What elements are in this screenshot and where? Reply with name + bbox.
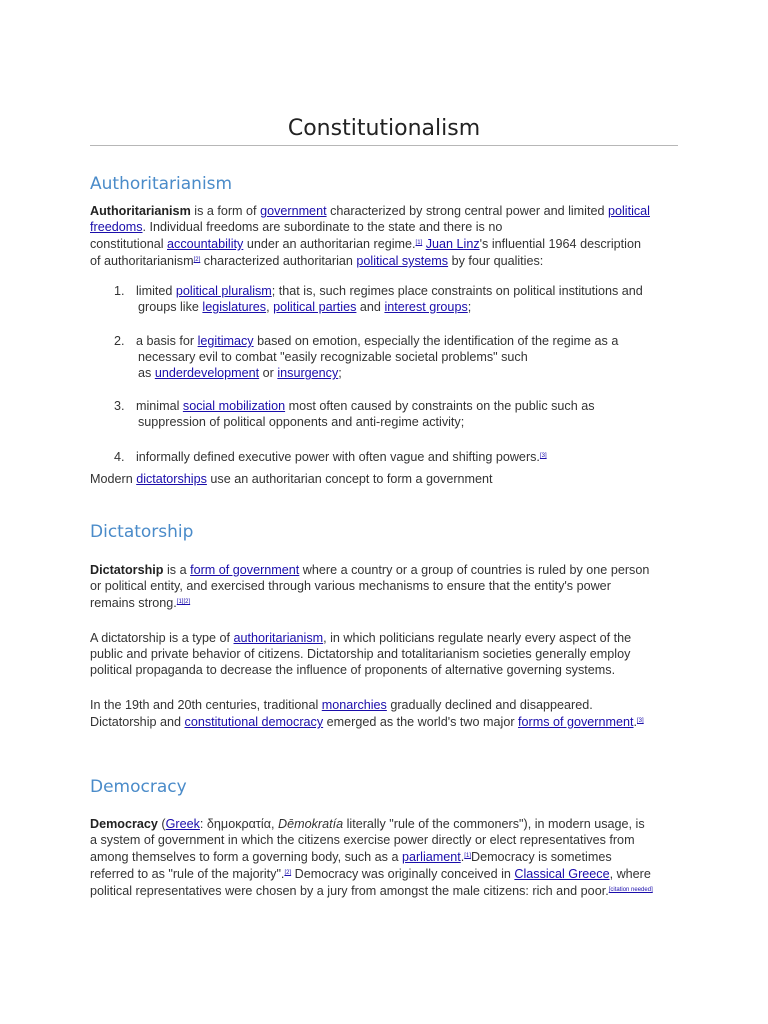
text-line bbox=[90, 865, 690, 882]
heading-authoritarianism: Authoritarianism bbox=[90, 174, 233, 194]
list-number: 3. bbox=[114, 399, 125, 413]
list-number: 2. bbox=[114, 334, 125, 348]
text: limited bbox=[136, 284, 176, 298]
text: political representatives were chosen by a jury from amongst the male citizens: rich and poor. bbox=[90, 884, 609, 898]
text-line: political propaganda to decrease the influence of proponents of alternative governing systems. bbox=[90, 663, 616, 677]
text: by four qualities: bbox=[448, 254, 544, 268]
link-constitutional-democracy[interactable]: constitutional democracy bbox=[184, 715, 324, 729]
dictatorship-paragraph-3 bbox=[90, 697, 690, 730]
link-legitimacy[interactable]: legitimacy bbox=[197, 334, 254, 348]
authoritarianism-paragraph-2 bbox=[90, 471, 690, 487]
text: Democracy was originally conceived in bbox=[291, 867, 515, 881]
link-monarchies[interactable]: monarchies bbox=[321, 698, 387, 712]
bold-term: Dictatorship bbox=[90, 563, 164, 577]
text: Dictatorship and bbox=[90, 715, 185, 729]
link-interest-groups[interactable]: interest groups bbox=[384, 300, 468, 314]
link-underdevelopment[interactable]: underdevelopment bbox=[154, 366, 260, 380]
dictatorship-paragraph-2 bbox=[90, 630, 690, 678]
list-number: 1. bbox=[114, 284, 125, 298]
text-line bbox=[114, 299, 674, 315]
text: . Individual freedoms are subordinate to the state and there is no bbox=[142, 220, 503, 234]
link-dictatorships[interactable]: dictatorships bbox=[136, 472, 207, 486]
text: most often caused by constraints on the public such as bbox=[285, 399, 595, 413]
authoritarianism-paragraph-1 bbox=[90, 203, 690, 269]
citation-ref[interactable]: [3] bbox=[637, 718, 644, 724]
text-line: public and private behavior of citizens. Dictatorship and totalitarianism societies generally employ bbox=[90, 647, 631, 661]
heading-democracy: Democracy bbox=[90, 777, 187, 797]
citation-ref[interactable]: [2] bbox=[284, 870, 292, 876]
citation-ref[interactable]: [1] bbox=[464, 853, 471, 859]
text-line bbox=[90, 848, 690, 865]
link-authoritarianism[interactable]: authoritarianism bbox=[233, 631, 324, 645]
text: is a bbox=[163, 563, 191, 577]
list-item bbox=[114, 448, 674, 465]
list-item bbox=[114, 398, 674, 430]
text: of authoritarianism bbox=[90, 254, 194, 268]
text-line bbox=[114, 365, 674, 381]
text: characterized authoritarian bbox=[200, 254, 357, 268]
text: or bbox=[259, 366, 278, 380]
text-line bbox=[90, 816, 690, 832]
list-item bbox=[114, 333, 674, 381]
text-line bbox=[90, 219, 690, 235]
text: ; that is, such regimes place constraints on political institutions and bbox=[271, 284, 643, 298]
list-item bbox=[114, 283, 674, 315]
text: . bbox=[460, 850, 465, 864]
citation-ref[interactable]: [citation needed] bbox=[608, 887, 653, 893]
link-accountability[interactable]: accountability bbox=[167, 237, 244, 251]
text: where a country or a group of countries is ruled by one person bbox=[299, 563, 650, 577]
text-line bbox=[90, 594, 690, 611]
italic-term: Dēmokratía bbox=[278, 817, 344, 831]
link-form-of-government[interactable]: form of government bbox=[190, 563, 300, 577]
text-line: suppression of political opponents and anti-regime activity; bbox=[138, 415, 465, 429]
text: Modern bbox=[90, 472, 137, 486]
democracy-paragraph-1 bbox=[90, 816, 690, 899]
text: Democracy is sometimes bbox=[470, 850, 612, 864]
citation-ref[interactable]: [3] bbox=[539, 453, 547, 459]
text: A dictatorship is a type of bbox=[90, 631, 234, 645]
link-government[interactable]: government bbox=[260, 204, 327, 218]
title-divider bbox=[90, 145, 678, 146]
text: remains strong. bbox=[90, 596, 177, 610]
text: . bbox=[633, 715, 638, 729]
text: and bbox=[356, 300, 385, 314]
text: constitutional bbox=[90, 237, 168, 251]
link-greek[interactable]: Greek bbox=[165, 817, 200, 831]
text: ; bbox=[467, 300, 472, 314]
link-political-pluralism[interactable]: political pluralism bbox=[175, 284, 272, 298]
text: under an authoritarian regime. bbox=[243, 237, 416, 251]
heading-dictatorship: Dictatorship bbox=[90, 522, 194, 542]
text: minimal bbox=[136, 399, 183, 413]
citation-ref[interactable]: [2] bbox=[193, 257, 201, 263]
bold-term: Authoritarianism bbox=[90, 204, 191, 218]
text-line bbox=[90, 882, 690, 899]
text-line bbox=[90, 203, 690, 219]
link-forms-of-government[interactable]: forms of government bbox=[518, 715, 634, 729]
text-line bbox=[90, 252, 690, 269]
dictatorship-paragraph-1 bbox=[90, 562, 690, 611]
text: , in which politicians regulate nearly every aspect of the bbox=[323, 631, 632, 645]
link-classical-greece[interactable]: Classical Greece bbox=[514, 867, 610, 881]
text: based on emotion, especially the identification of the regime as a bbox=[253, 334, 619, 348]
text-line bbox=[90, 562, 690, 578]
text: : δημοκρατία, bbox=[199, 817, 278, 831]
text: , bbox=[266, 300, 274, 314]
text: a basis for bbox=[136, 334, 198, 348]
text: is a form of bbox=[190, 204, 261, 218]
text: emerged as the world's two major bbox=[323, 715, 519, 729]
text: gradually declined and disappeared. bbox=[386, 698, 593, 712]
link-insurgency[interactable]: insurgency bbox=[277, 366, 339, 380]
text: as bbox=[138, 366, 155, 380]
link-social-mobilization[interactable]: social mobilization bbox=[182, 399, 286, 413]
text: referred to as "rule of the majority". bbox=[90, 867, 285, 881]
text: 's influential 1964 description bbox=[479, 237, 641, 251]
link-political-parties[interactable]: political parties bbox=[273, 300, 357, 314]
link-legislatures[interactable]: legislatures bbox=[202, 300, 267, 314]
text: groups like bbox=[138, 300, 203, 314]
citation-ref[interactable]: [1][2] bbox=[176, 599, 191, 605]
bold-term: Democracy bbox=[90, 817, 158, 831]
text-line bbox=[90, 713, 690, 730]
text: In the 19th and 20th centuries, traditional bbox=[90, 698, 322, 712]
text-line: or political entity, and exercised through various mechanisms to ensure that the entity's power bbox=[90, 579, 611, 593]
list-number: 4. bbox=[114, 450, 125, 464]
text: informally defined executive power with often vague and shifting powers. bbox=[136, 450, 540, 464]
text: among themselves to form a governing body, such as a bbox=[90, 850, 402, 864]
text: characterized by strong central power and limited bbox=[326, 204, 608, 218]
text-line: necessary evil to combat "easily recognizable societal problems" such bbox=[138, 350, 528, 364]
text: ; bbox=[338, 366, 342, 380]
link-parliament[interactable]: parliament bbox=[401, 850, 461, 864]
text-line bbox=[90, 235, 690, 252]
link-political-freedoms[interactable]: political bbox=[607, 204, 650, 218]
text: ( bbox=[157, 817, 166, 831]
text-line: a system of government in which the citizens exercise power directly or elect representatives from bbox=[90, 833, 635, 847]
text: use an authoritarian concept to form a government bbox=[206, 472, 493, 486]
text: , where bbox=[609, 867, 651, 881]
citation-ref[interactable]: [1] bbox=[415, 240, 423, 246]
link-political-systems[interactable]: political systems bbox=[356, 254, 449, 268]
link-political-freedoms-cont[interactable]: freedoms bbox=[90, 220, 143, 234]
text: literally "rule of the commoners"), in modern usage, is bbox=[343, 817, 645, 831]
text-line bbox=[90, 697, 690, 713]
document-title: Constitutionalism bbox=[287, 116, 481, 141]
link-juan-linz[interactable]: Juan Linz bbox=[425, 237, 480, 251]
text-line bbox=[90, 630, 690, 646]
